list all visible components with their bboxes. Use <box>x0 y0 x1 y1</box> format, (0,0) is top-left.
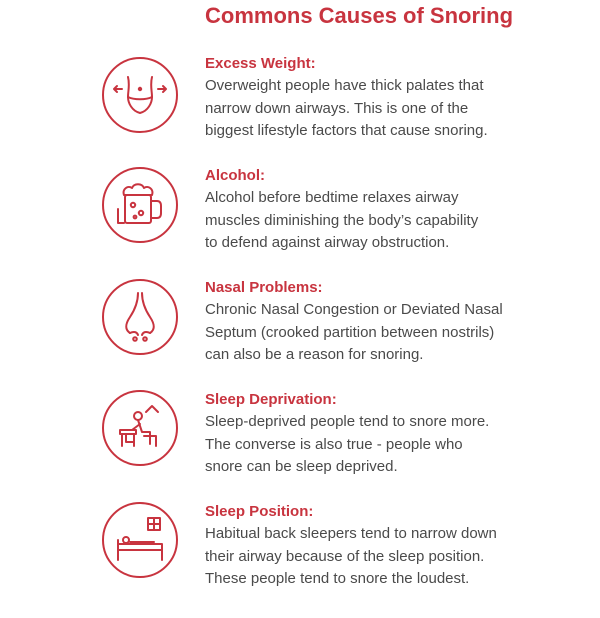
desc-line: muscles diminishing the body’s capability <box>205 211 479 229</box>
item-description <box>205 187 585 255</box>
item-title: Alcohol: <box>205 167 265 184</box>
beer-mug-icon <box>102 167 178 243</box>
cause-item-excess-weight <box>0 55 600 170</box>
cause-item-sleep-position <box>0 503 600 618</box>
desc-line: biggest lifestyle factors that cause snoring. <box>205 122 488 139</box>
item-description <box>205 411 585 479</box>
person-at-desk-icon <box>102 390 178 466</box>
desc-line: their airway because of the sleep position. <box>205 547 485 565</box>
desc-line: Alcohol before bedtime relaxes airway <box>205 189 459 206</box>
desc-line: snore can be sleep deprived. <box>205 458 398 475</box>
item-title: Excess Weight: <box>205 55 316 72</box>
desc-line: The converse is also true - people who <box>205 435 463 453</box>
desc-line: These people tend to snore the loudest. <box>205 570 470 587</box>
desc-line: Overweight people have thick palates that <box>205 77 484 94</box>
desc-line: Habitual back sleepers tend to narrow down <box>205 525 497 542</box>
waist-icon <box>102 57 178 133</box>
bed-icon <box>102 502 178 578</box>
cause-item-nasal-problems <box>0 279 600 394</box>
item-title: Sleep Deprivation: <box>205 391 337 408</box>
item-description <box>205 299 585 367</box>
cause-item-alcohol <box>0 167 600 282</box>
item-title: Sleep Position: <box>205 503 314 520</box>
page-title: Commons Causes of Snoring <box>205 3 514 28</box>
desc-line: Sleep-deprived people tend to snore more. <box>205 413 490 430</box>
desc-line: narrow down airways. This is one of the <box>205 99 469 117</box>
item-description <box>205 523 585 591</box>
desc-line: Septum (crooked partition between nostrils) <box>205 323 495 341</box>
item-title: Nasal Problems: <box>205 279 323 296</box>
desc-line: to defend against airway obstruction. <box>205 234 450 251</box>
cause-item-sleep-deprivation <box>0 391 600 506</box>
nose-icon <box>102 279 178 355</box>
desc-line: can also be a reason for snoring. <box>205 346 424 363</box>
desc-line: Chronic Nasal Congestion or Deviated Nasal <box>205 301 503 318</box>
item-description <box>205 75 585 143</box>
